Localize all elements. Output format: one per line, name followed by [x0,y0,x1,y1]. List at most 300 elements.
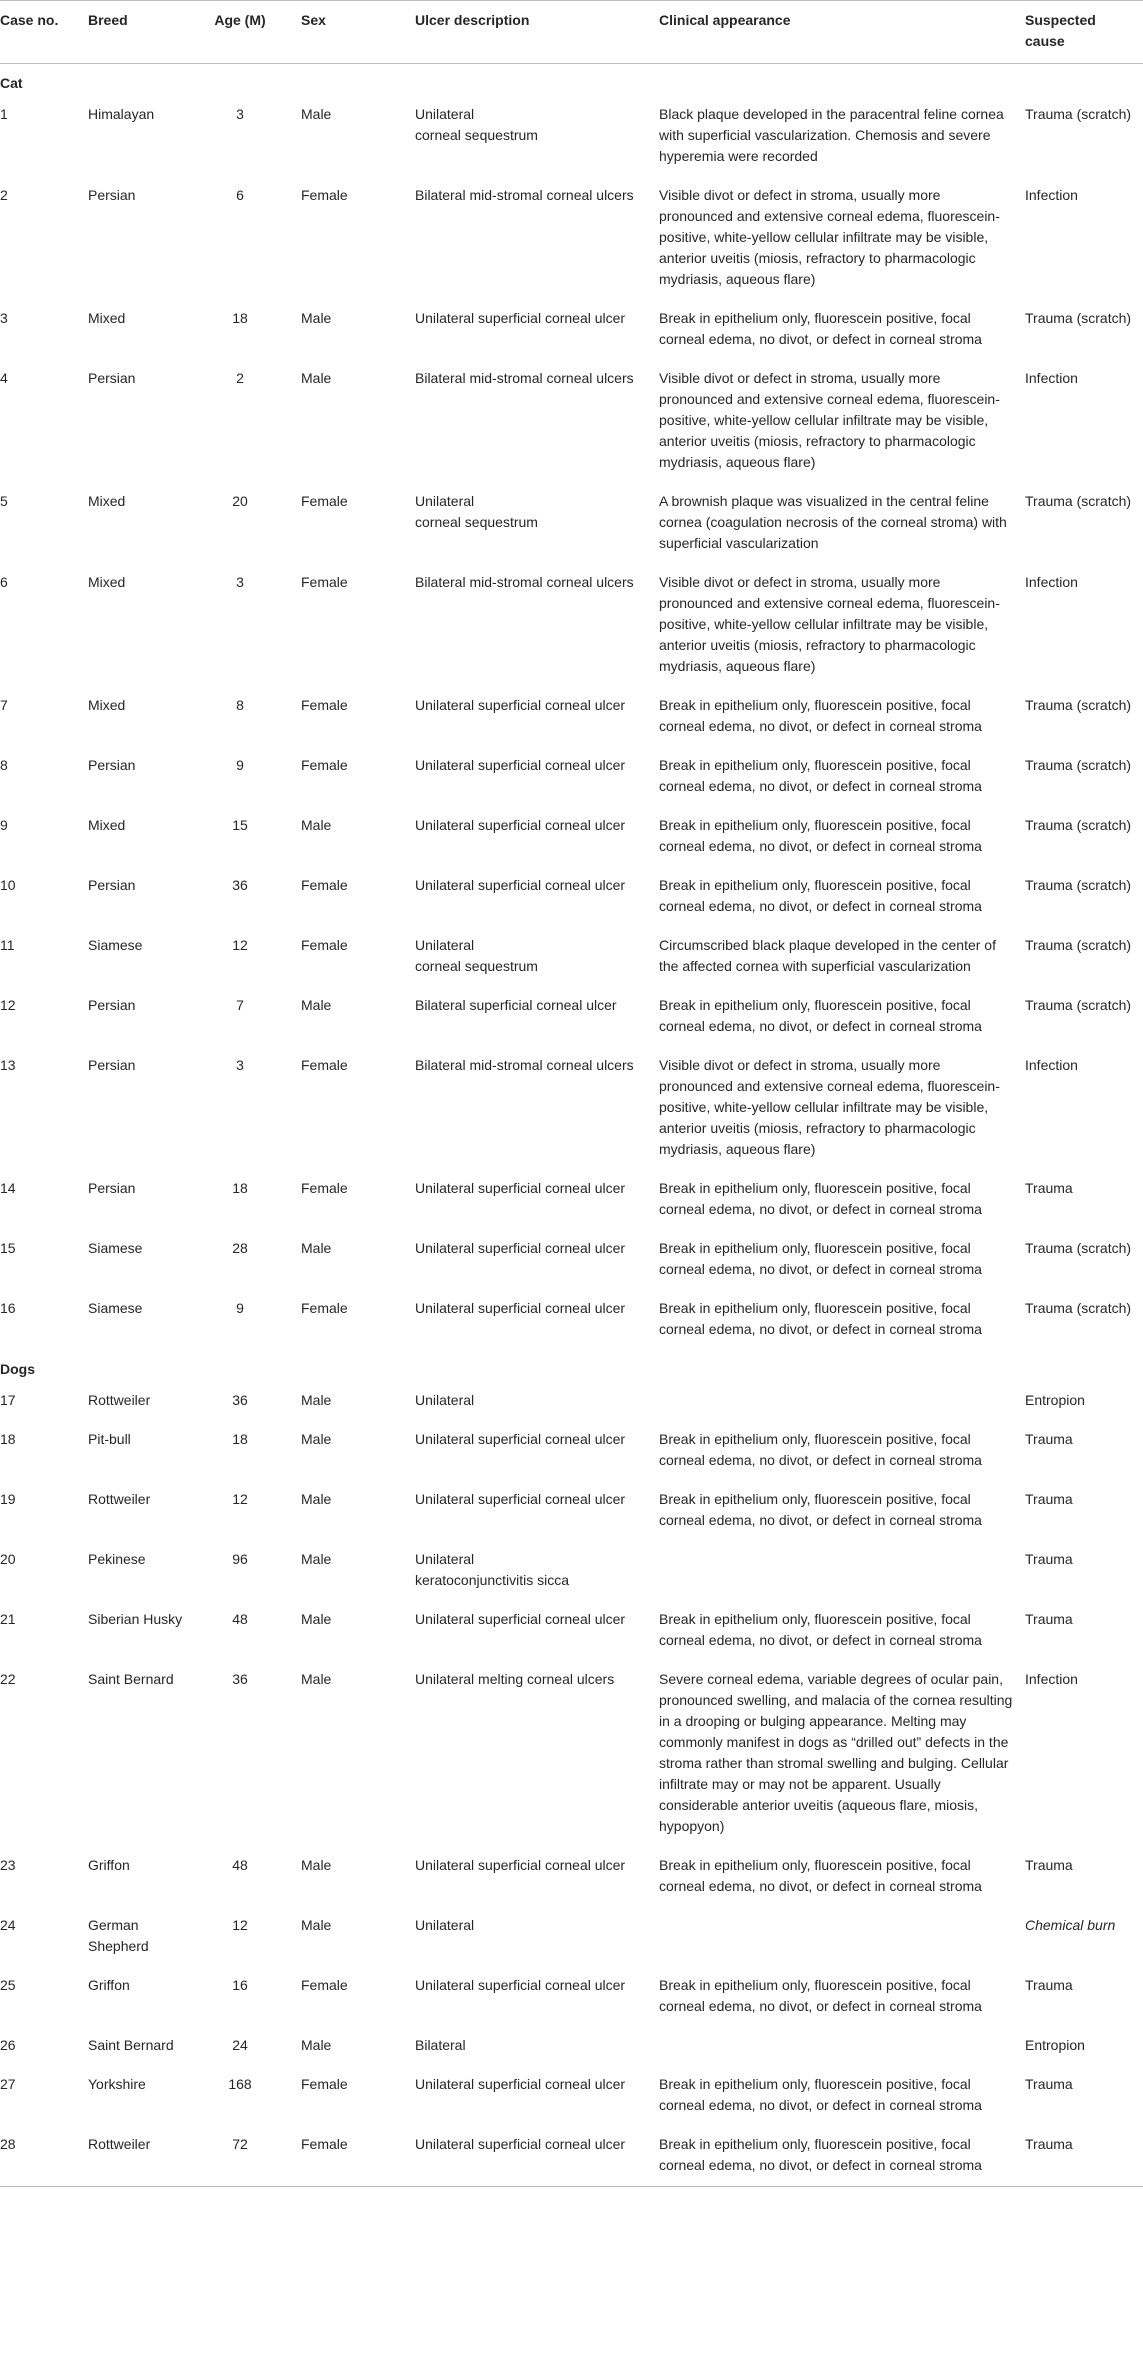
cell-suspected-cause-text: Infection [1025,370,1078,386]
cell-ulcer-description [415,177,659,300]
cell-age-text: 3 [236,574,244,590]
cell-ulcer-description [415,483,659,564]
cell-sex-text: Male [301,1240,332,1256]
cell-age [205,2066,301,2126]
cell-breed [88,927,205,987]
cell-ulcer-description [415,1541,659,1601]
table-row [0,96,1143,177]
table-row [0,1290,1143,1350]
cell-clinical-appearance [659,1170,1025,1230]
cell-case-no-text: 7 [0,697,8,713]
table-row [0,1661,1143,1847]
cell-sex-text: Female [301,697,348,713]
cell-age [205,96,301,177]
cell-case-no-text: 17 [0,1392,16,1408]
cell-case-no [0,1382,88,1421]
cell-case-no [0,927,88,987]
cell-case-no-text: 14 [0,1180,16,1196]
cell-sex [301,927,415,987]
cell-sex [301,1601,415,1661]
cell-breed-text: Griffon [88,1977,130,1993]
cell-sex-text: Male [301,370,332,386]
cell-suspected-cause [1025,96,1143,177]
cell-breed-text: Mixed [88,817,126,833]
header-clinical-appearance: Clinical appearance [659,12,791,28]
cell-case-no-text: 9 [0,817,8,833]
table-row [0,1421,1143,1481]
cell-suspected-cause [1025,1382,1143,1421]
cell-clinical-appearance-text: Visible divot or defect in stroma, usually more pronounced and extensive corneal edema, fluorescein-positive, white-yellow cellular infiltrate may be visible, anterior uveitis (miosis, refractory to pharmacologic mydriasis, aqueous flare) [659,187,1000,287]
cell-case-no-text: 28 [0,2136,16,2152]
cell-age [205,360,301,483]
cell-case-no [0,1481,88,1541]
cell-ulcer-description-text: Bilateral mid-stromal corneal ulcers [415,1057,634,1073]
cell-suspected-cause-text: Chemical burn [1025,1917,1116,1933]
cell-clinical-appearance [659,1382,1025,1421]
cell-sex [301,1541,415,1601]
group-row [0,1350,1143,1382]
cell-sex [301,1170,415,1230]
cell-age-text: 36 [232,1392,248,1408]
cell-suspected-cause-text: Infection [1025,574,1078,590]
cell-clinical-appearance [659,2126,1025,2187]
cell-breed [88,483,205,564]
cell-ulcer-description [415,2066,659,2126]
cell-ulcer-description [415,807,659,867]
table-row [0,987,1143,1047]
cell-clinical-appearance-text: Visible divot or defect in stroma, usually more pronounced and extensive corneal edema, fluorescein-positive, white-yellow cellular infiltrate may be visible, anterior uveitis (miosis, refractory to pharmacologic mydriasis, aqueous flare) [659,1057,1000,1157]
cell-age [205,177,301,300]
cell-suspected-cause [1025,1907,1143,1967]
cell-ulcer-description-text: Unilateral superficial corneal ulcer [415,1180,626,1196]
cell-clinical-appearance-text: Visible divot or defect in stroma, usually more pronounced and extensive corneal edema, fluorescein-positive, white-yellow cellular infiltrate may be visible, anterior uveitis (miosis, refractory to pharmacologic mydriasis, aqueous flare) [659,574,1000,674]
cell-breed-text: German Shepherd [88,1917,149,1954]
cell-sex-text: Male [301,1431,332,1447]
cell-sex [301,867,415,927]
cell-suspected-cause [1025,564,1143,687]
cell-breed-text: Siberian Husky [88,1611,183,1627]
cell-ulcer-description [415,1967,659,2027]
cell-ulcer-description-text: Bilateral mid-stromal corneal ulcers [415,187,634,203]
cell-case-no [0,360,88,483]
cell-sex-text: Female [301,493,348,509]
cell-clinical-appearance-text: Break in epithelium only, fluorescein positive, focal corneal edema, no divot, or defect in corneal stroma [659,310,982,347]
cell-age-text: 96 [232,1551,248,1567]
cell-ulcer-description [415,1847,659,1907]
cell-breed-text: Persian [88,997,136,1013]
cell-ulcer-description [415,1421,659,1481]
cell-suspected-cause [1025,2027,1143,2066]
cell-ulcer-description-text: Unilateral superficial corneal ulcer [415,1491,626,1507]
cell-age-text: 9 [236,1300,244,1316]
cell-case-no [0,1230,88,1290]
cell-age [205,1481,301,1541]
cell-suspected-cause-text: Trauma (scratch) [1025,757,1132,773]
cell-ulcer-description [415,1382,659,1421]
cell-ulcer-description-text: Unilateral superficial corneal ulcer [415,757,626,773]
cell-breed [88,177,205,300]
cell-case-no [0,2027,88,2066]
table-row [0,2027,1143,2066]
cell-sex-text: Female [301,187,348,203]
cell-case-no-text: 22 [0,1671,16,1687]
cell-breed-text: Rottweiler [88,2136,151,2152]
cell-suspected-cause [1025,2126,1143,2187]
cell-breed [88,1290,205,1350]
cell-ulcer-description-text: Unilateral superficial corneal ulcer [415,1977,626,1993]
table-row [0,687,1143,747]
cell-ulcer-description [415,2027,659,2066]
cell-ulcer-description [415,300,659,360]
cell-clinical-appearance [659,2027,1025,2066]
cell-clinical-appearance-text: Visible divot or defect in stroma, usually more pronounced and extensive corneal edema, fluorescein-positive, white-yellow cellular infiltrate may be visible, anterior uveitis (miosis, refractory to pharmacologic mydriasis, aqueous flare) [659,370,1000,470]
table-row [0,2066,1143,2126]
cell-age-text: 9 [236,757,244,773]
cell-breed-text: Persian [88,187,136,203]
cell-age [205,867,301,927]
cell-clinical-appearance [659,483,1025,564]
cell-ulcer-description [415,2126,659,2187]
cell-breed [88,1967,205,2027]
cell-suspected-cause [1025,1847,1143,1907]
cell-breed [88,687,205,747]
cell-breed [88,1601,205,1661]
table-row [0,867,1143,927]
cell-age-text: 48 [232,1611,248,1627]
cell-suspected-cause [1025,687,1143,747]
cell-age [205,1382,301,1421]
cell-suspected-cause [1025,1967,1143,2027]
header-age: Age (M) [214,12,266,28]
cell-suspected-cause [1025,1047,1143,1170]
cell-breed-text: Himalayan [88,106,155,122]
cell-suspected-cause-text: Trauma [1025,1491,1073,1507]
cell-case-no-text: 4 [0,370,8,386]
cell-breed [88,1481,205,1541]
cell-breed-text: Persian [88,1180,136,1196]
cell-age-text: 36 [232,1671,248,1687]
cell-breed [88,1047,205,1170]
cell-case-no [0,300,88,360]
cell-clinical-appearance-text: Break in epithelium only, fluorescein positive, focal corneal edema, no divot, or defect in corneal stroma [659,1491,982,1528]
cell-suspected-cause-text: Trauma (scratch) [1025,106,1132,122]
cell-case-no [0,1541,88,1601]
cell-age [205,1601,301,1661]
cell-case-no-text: 19 [0,1491,16,1507]
cell-suspected-cause [1025,300,1143,360]
cell-age [205,1290,301,1350]
cell-ulcer-description-text: Unilateral melting corneal ulcers [415,1671,615,1687]
cell-suspected-cause [1025,177,1143,300]
cell-age [205,2126,301,2187]
cell-clinical-appearance [659,300,1025,360]
cell-breed-text: Persian [88,877,136,893]
cell-sex-text: Female [301,1300,348,1316]
cell-suspected-cause-text: Trauma [1025,2136,1073,2152]
cell-ulcer-description-text: Unilateral corneal sequestrum [415,106,538,143]
cell-case-no-text: 21 [0,1611,16,1627]
cell-sex [301,1967,415,2027]
cell-age [205,687,301,747]
cell-ulcer-description-text: Unilateral superficial corneal ulcer [415,1300,626,1316]
cell-suspected-cause-text: Trauma [1025,1977,1073,1993]
cell-age-text: 6 [236,187,244,203]
cell-case-no [0,2066,88,2126]
cell-clinical-appearance [659,1230,1025,1290]
cell-age [205,1421,301,1481]
cell-sex-text: Female [301,937,348,953]
cell-clinical-appearance [659,1541,1025,1601]
table-row [0,1541,1143,1601]
cell-case-no-text: 5 [0,493,8,509]
cell-clinical-appearance [659,747,1025,807]
table-row [0,177,1143,300]
cell-clinical-appearance-text: Break in epithelium only, fluorescein positive, focal corneal edema, no divot, or defect in corneal stroma [659,1300,982,1337]
cell-breed-text: Yorkshire [88,2076,146,2092]
cell-breed-text: Pit-bull [88,1431,131,1447]
cell-breed [88,1661,205,1847]
cell-sex-text: Female [301,574,348,590]
cell-clinical-appearance [659,360,1025,483]
cell-clinical-appearance-text: Break in epithelium only, fluorescein positive, focal corneal edema, no divot, or defect in corneal stroma [659,1977,982,2014]
cell-age [205,1847,301,1907]
cell-ulcer-description [415,687,659,747]
cell-breed-text: Mixed [88,574,126,590]
cell-ulcer-description-text: Unilateral corneal sequestrum [415,493,538,530]
cell-case-no [0,1847,88,1907]
cell-clinical-appearance [659,687,1025,747]
table-row [0,1230,1143,1290]
cell-clinical-appearance-text: Break in epithelium only, fluorescein positive, focal corneal edema, no divot, or defect in corneal stroma [659,1240,982,1277]
cell-case-no-text: 12 [0,997,16,1013]
cell-clinical-appearance-text: Break in epithelium only, fluorescein positive, focal corneal edema, no divot, or defect in corneal stroma [659,1431,982,1468]
cell-age [205,747,301,807]
cell-breed [88,1541,205,1601]
cell-clinical-appearance-text: Break in epithelium only, fluorescein positive, focal corneal edema, no divot, or defect in corneal stroma [659,1857,982,1894]
cell-suspected-cause [1025,1421,1143,1481]
cell-suspected-cause [1025,1481,1143,1541]
cell-case-no-text: 10 [0,877,16,893]
table-header [0,1,1143,64]
cell-age-text: 12 [232,937,248,953]
cell-suspected-cause [1025,867,1143,927]
cell-age-text: 72 [232,2136,248,2152]
cell-suspected-cause-text: Trauma (scratch) [1025,1300,1132,1316]
cell-clinical-appearance-text [659,1541,1017,1559]
header-row [0,1,1143,64]
cell-breed-text: Mixed [88,493,126,509]
cell-clinical-appearance [659,1481,1025,1541]
cell-sex [301,2126,415,2187]
cell-case-no [0,1047,88,1170]
cell-ulcer-description-text: Unilateral superficial corneal ulcer [415,2076,626,2092]
cell-clinical-appearance-text: Black plaque developed in the paracentral feline cornea with superficial vascularization. Chemosis and severe hyperemia were recorded [659,106,1004,164]
cell-case-no [0,177,88,300]
cell-suspected-cause-text: Entropion [1025,2037,1085,2053]
cell-suspected-cause-text: Infection [1025,1057,1078,1073]
cell-case-no-text: 20 [0,1551,16,1567]
cell-suspected-cause-text: Infection [1025,187,1078,203]
cell-suspected-cause [1025,1661,1143,1847]
cell-sex-text: Male [301,1857,332,1873]
cell-ulcer-description-text: Unilateral corneal sequestrum [415,937,538,974]
cell-sex-text: Female [301,1977,348,1993]
cell-breed [88,1382,205,1421]
cell-clinical-appearance-text [659,1382,1017,1400]
cell-age [205,807,301,867]
cell-case-no [0,1170,88,1230]
header-sex: Sex [301,12,326,28]
cell-age-text: 36 [232,877,248,893]
table-row [0,360,1143,483]
cell-sex [301,1382,415,1421]
cell-breed [88,360,205,483]
cell-breed-text: Mixed [88,697,126,713]
cell-sex [301,2066,415,2126]
cell-suspected-cause-text: Trauma (scratch) [1025,310,1132,326]
cell-clinical-appearance [659,1661,1025,1847]
cell-case-no [0,2126,88,2187]
table-row [0,1382,1143,1421]
cell-age-text: 15 [232,817,248,833]
cell-age-text: 2 [236,370,244,386]
cell-suspected-cause-text: Trauma (scratch) [1025,697,1132,713]
cell-breed [88,1170,205,1230]
table-row [0,483,1143,564]
cell-ulcer-description [415,1230,659,1290]
cell-case-no [0,747,88,807]
cell-suspected-cause [1025,1601,1143,1661]
table-row [0,1847,1143,1907]
cell-clinical-appearance-text: Severe corneal edema, variable degrees of ocular pain, pronounced swelling, and malacia of the cornea resulting in a drooping or bulging appearance. Melting may commonly manifest in dogs as “drilled out” defects in the stroma rather than stromal swelling and bulging. Cellular infiltrate may or may not be apparent. Usually considerable anterior uveitis (aqueous flare, miosis, hypopyon) [659,1671,1013,1834]
cell-age [205,1230,301,1290]
cell-age-text: 16 [232,1977,248,1993]
cell-case-no [0,687,88,747]
cell-ulcer-description-text: Unilateral superficial corneal ulcer [415,1431,626,1447]
cell-sex [301,300,415,360]
cell-ulcer-description [415,987,659,1047]
cell-case-no [0,564,88,687]
table-row [0,300,1143,360]
cell-suspected-cause-text: Trauma (scratch) [1025,997,1132,1013]
cell-clinical-appearance-text: A brownish plaque was visualized in the central feline cornea (coagulation necrosis of the corneal stroma) with superficial vascularization [659,493,1007,551]
table-row [0,1967,1143,2027]
cell-ulcer-description-text: Unilateral [415,1392,475,1408]
cell-suspected-cause-text: Entropion [1025,1392,1085,1408]
cell-clinical-appearance [659,1047,1025,1170]
cell-ulcer-description [415,1290,659,1350]
cell-suspected-cause-text: Trauma (scratch) [1025,877,1132,893]
cell-breed-text: Rottweiler [88,1491,151,1507]
cell-breed [88,2027,205,2066]
cell-sex [301,483,415,564]
cell-ulcer-description-text: Unilateral superficial corneal ulcer [415,697,626,713]
cell-sex-text: Male [301,1491,332,1507]
header-breed: Breed [88,12,128,28]
cell-case-no [0,1421,88,1481]
cell-suspected-cause [1025,483,1143,564]
cell-case-no-text: 25 [0,1977,16,1993]
cell-ulcer-description [415,1481,659,1541]
table-row [0,1047,1143,1170]
cell-clinical-appearance [659,1847,1025,1907]
cell-sex-text: Female [301,877,348,893]
group-label-text: Dogs [0,1361,35,1377]
cell-case-no-text: 1 [0,106,8,122]
cell-breed-text: Persian [88,757,136,773]
cell-suspected-cause-text: Trauma (scratch) [1025,1240,1132,1256]
cell-case-no-text: 16 [0,1300,16,1316]
cell-case-no-text: 3 [0,310,8,326]
cell-case-no [0,1290,88,1350]
cell-case-no [0,867,88,927]
cell-age-text: 3 [236,106,244,122]
cell-sex-text: Male [301,1392,332,1408]
cell-breed-text: Pekinese [88,1551,146,1567]
cell-clinical-appearance-text: Break in epithelium only, fluorescein positive, focal corneal edema, no divot, or defect in corneal stroma [659,757,982,794]
cell-clinical-appearance-text: Break in epithelium only, fluorescein positive, focal corneal edema, no divot, or defect in corneal stroma [659,997,982,1034]
cell-clinical-appearance-text [659,1907,1017,1925]
cell-age-text: 20 [232,493,248,509]
cell-breed [88,807,205,867]
cell-sex [301,1047,415,1170]
cell-clinical-appearance [659,1967,1025,2027]
cell-breed-text: Siamese [88,937,143,953]
cell-ulcer-description-text: Unilateral superficial corneal ulcer [415,1857,626,1873]
cell-sex-text: Female [301,1057,348,1073]
table-row [0,564,1143,687]
cell-case-no [0,96,88,177]
cell-breed [88,96,205,177]
cell-age [205,927,301,987]
cell-sex [301,1661,415,1847]
cell-sex [301,1230,415,1290]
cell-clinical-appearance-text: Break in epithelium only, fluorescein positive, focal corneal edema, no divot, or defect in corneal stroma [659,1611,982,1648]
cell-breed-text: Siamese [88,1300,143,1316]
header-case-no: Case no. [0,12,59,28]
cell-suspected-cause-text: Trauma [1025,2076,1073,2092]
cell-case-no-text: 6 [0,574,8,590]
cell-clinical-appearance [659,1601,1025,1661]
cell-suspected-cause-text: Trauma [1025,1551,1073,1567]
cell-ulcer-description [415,360,659,483]
cell-age [205,1967,301,2027]
cell-suspected-cause [1025,2066,1143,2126]
cell-case-no [0,1601,88,1661]
cell-suspected-cause [1025,360,1143,483]
cell-suspected-cause [1025,927,1143,987]
cell-suspected-cause-text: Trauma [1025,1611,1073,1627]
cell-ulcer-description-text: Bilateral [415,2037,466,2053]
cell-clinical-appearance-text: Break in epithelium only, fluorescein positive, focal corneal edema, no divot, or defect in corneal stroma [659,2076,982,2113]
cell-clinical-appearance [659,1421,1025,1481]
cell-ulcer-description-text: Unilateral superficial corneal ulcer [415,1611,626,1627]
cell-ulcer-description [415,1907,659,1967]
cell-case-no-text: 27 [0,2076,16,2092]
cell-clinical-appearance-text: Circumscribed black plaque developed in the center of the affected cornea with superficial vascularization [659,937,996,974]
cell-case-no [0,483,88,564]
cell-breed-text: Rottweiler [88,1392,151,1408]
cell-sex [301,2027,415,2066]
cell-sex-text: Male [301,1551,332,1567]
table-row [0,2126,1143,2187]
group-label [0,64,1143,97]
cell-breed [88,564,205,687]
cell-age-text: 28 [232,1240,248,1256]
cell-breed [88,1230,205,1290]
cell-age [205,2027,301,2066]
cell-age-text: 12 [232,1491,248,1507]
